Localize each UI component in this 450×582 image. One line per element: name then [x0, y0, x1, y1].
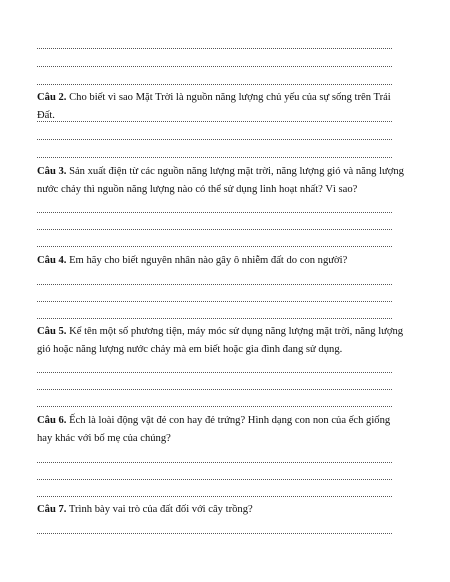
question-2: [37, 89, 407, 125]
question-number: Câu 4.: [37, 255, 67, 266]
answer-line: [37, 229, 392, 230]
answer-line: [37, 84, 392, 85]
answer-line: [37, 121, 392, 122]
answer-line: [37, 318, 392, 319]
question-number: Câu 6.: [37, 415, 67, 426]
question-4: [37, 252, 407, 270]
answer-line: [37, 406, 392, 407]
question-number: Câu 2.: [37, 92, 67, 103]
question-3: [37, 163, 407, 199]
question-number: Câu 7.: [37, 504, 67, 515]
answer-line: [37, 157, 392, 158]
question-6: [37, 412, 407, 448]
answer-line: [37, 533, 392, 534]
answer-line: [37, 479, 392, 480]
answer-line: [37, 246, 392, 247]
question-text: Ếch là loài động vật đẻ con hay đẻ trứng? Hình dạng con non của ếch giống hay khác với bố mẹ của chúng?: [37, 415, 391, 444]
question-number: Câu 3.: [37, 166, 67, 177]
answer-line: [37, 139, 392, 140]
answer-line: [37, 496, 392, 497]
answer-line: [37, 372, 392, 373]
question-text: Kể tên một số phương tiện, máy móc sử dụng năng lượng mặt trời, năng lượng gió hoặc năng lượng nước chảy mà em biết hoặc gia đình đang sử dụng.: [37, 326, 404, 355]
question-5: [37, 323, 407, 359]
answer-line: [37, 462, 392, 463]
answer-line: [37, 212, 392, 213]
question-text: Cho biết vì sao Mặt Trời là nguồn năng lượng chủ yếu của sự sống trên Trái Đất.: [37, 92, 391, 121]
answer-line: [37, 389, 392, 390]
question-text: Sản xuất điện từ các nguồn năng lượng mặt trời, năng lượng gió và năng lượng nước chảy thì nguồn năng lượng nào có thể sử dụng linh hoạt nhất? Vì sao?: [37, 166, 404, 195]
question-text: Em hãy cho biết nguyên nhân nào gây ô nhiễm đất do con người?: [66, 255, 348, 266]
question-7: [37, 501, 407, 519]
question-text: Trình bày vai trò của đất đối với cây trồng?: [66, 504, 253, 515]
answer-line: [37, 284, 392, 285]
answer-line: [37, 66, 392, 67]
answer-line: [37, 301, 392, 302]
question-number: Câu 5.: [37, 326, 67, 337]
answer-line: [37, 48, 392, 49]
